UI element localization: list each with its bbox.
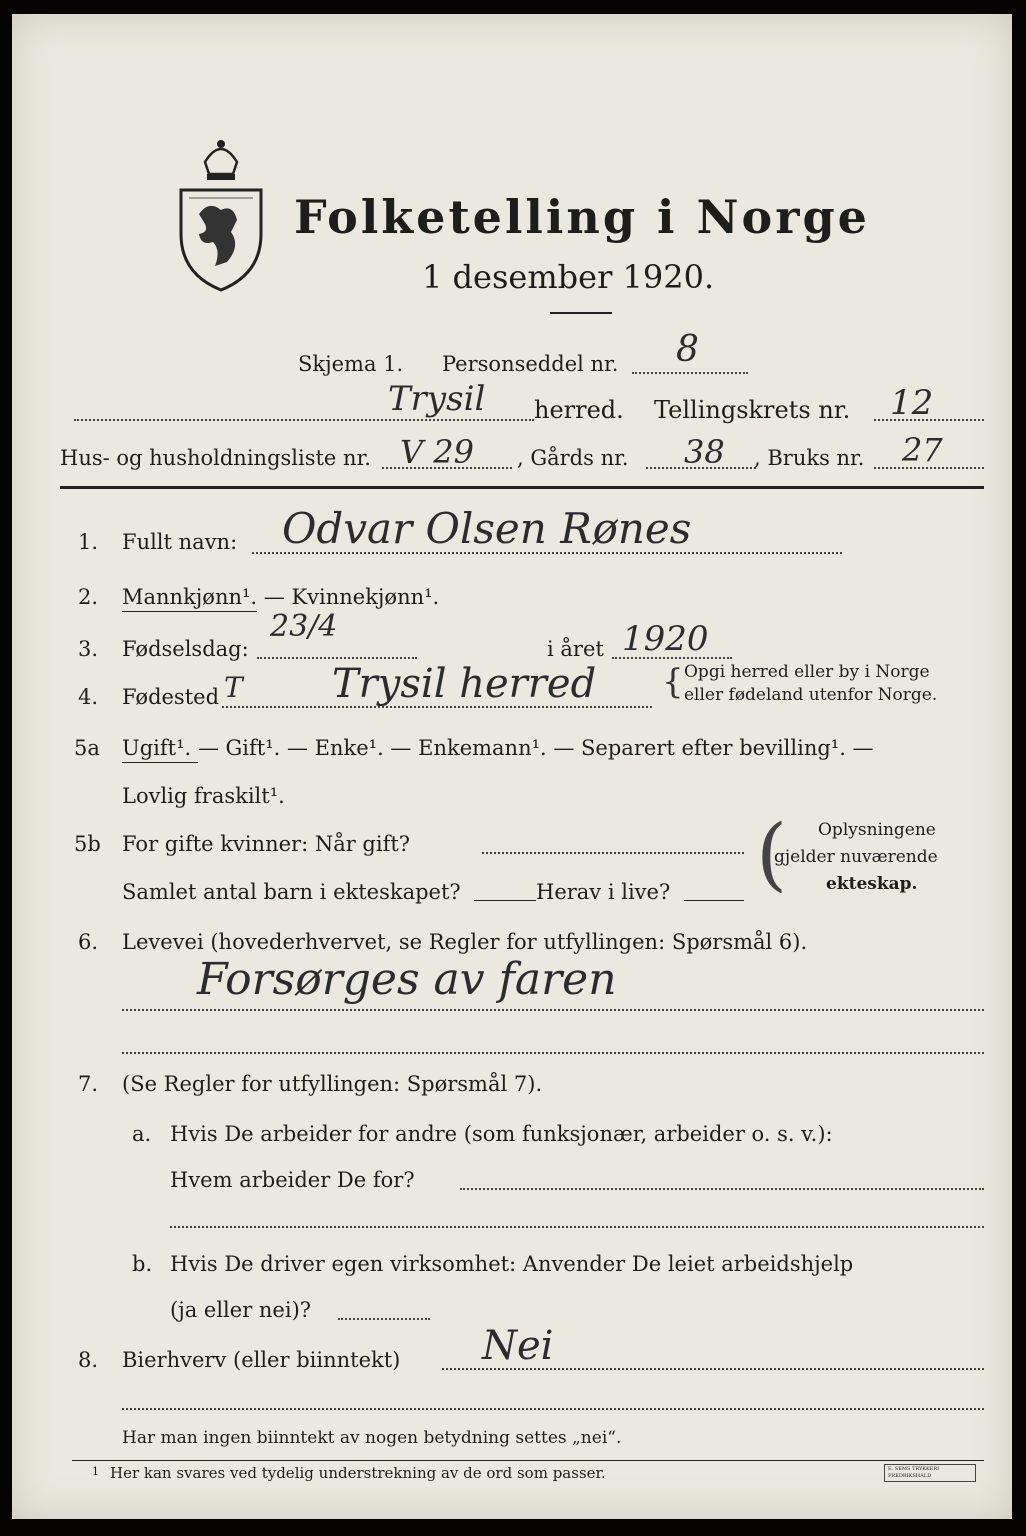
q3-line <box>257 657 417 659</box>
q7a-number: a. <box>132 1122 152 1146</box>
printer-mark <box>884 1464 976 1482</box>
census-form <box>12 14 1012 1519</box>
q7b-line: Hvis De driver egen virksomhet: Anvender De leiet arbeidshjelp <box>170 1252 854 1276</box>
q5a-underline <box>122 762 198 763</box>
q2-underline <box>122 611 257 612</box>
q7b-question: (ja eller nei)? <box>170 1298 312 1322</box>
employer-line[interactable] <box>460 1188 984 1190</box>
side-income-value[interactable]: Nei <box>482 1323 554 1369</box>
q5a-line-2: Lovlig fraskilt¹. <box>122 784 285 808</box>
footnote-text: Her kan svares ved tydelig understrekning av de ord som passer. <box>110 1464 606 1482</box>
q7a-question: Hvem arbeider De for? <box>170 1168 415 1192</box>
employer-line-2 <box>170 1226 984 1228</box>
q2-number: 2. <box>78 585 99 609</box>
q2-label: Mannkjønn¹. — Kvinnekjønn¹. <box>122 585 440 609</box>
q5b-bracket: ( <box>756 807 788 900</box>
q3-label: Fødselsdag: <box>122 637 249 661</box>
personseddel-value[interactable]: 8 <box>676 329 699 370</box>
year-label: i året <box>547 637 604 661</box>
q5b-note-3: ekteskap. <box>826 874 918 894</box>
q5b-line-2b: Herav i live? <box>536 880 671 904</box>
gards-value[interactable]: 38 <box>684 433 725 471</box>
q7-label: (Se Regler for utfyllingen: Spørsmål 7). <box>122 1072 543 1096</box>
herred-label: herred. <box>534 396 624 424</box>
bruks-label: , Bruks nr. <box>754 446 865 470</box>
birth-year-value[interactable]: 1920 <box>622 619 709 659</box>
q6-number: 6. <box>78 930 99 954</box>
q1-number: 1. <box>78 530 99 554</box>
personseddel-line <box>632 372 748 374</box>
q5b-note-2: gjelder nuværende <box>774 847 938 867</box>
q7a-line: Hvis De arbeider for andre (som funksjonær, arbeider o. s. v.): <box>170 1122 833 1146</box>
form-title: Folketelling i Norge <box>294 190 870 244</box>
q8-line-2 <box>122 1408 984 1410</box>
q5b-line-1: For gifte kvinner: Når gift? <box>122 832 411 856</box>
q7-number: 7. <box>78 1072 99 1096</box>
hus-label: Hus- og husholdningsliste nr. <box>60 446 371 470</box>
footnote-mark: 1 <box>92 1465 99 1478</box>
q4-number: 4. <box>78 685 99 709</box>
tellingskrets-label: Tellingskrets nr. <box>654 396 851 424</box>
q7b-number: b. <box>132 1252 153 1276</box>
occupation-value[interactable]: Forsørges av faren <box>197 954 617 1005</box>
footer-rule <box>72 1460 984 1461</box>
q5b-line-2a: Samlet antal barn i ekteskapet? <box>122 880 461 904</box>
q6-line-1 <box>122 1009 984 1011</box>
married-date-line <box>482 852 744 854</box>
birthplace-prefix: T <box>224 671 243 704</box>
q4-note-2: eller fødeland utenfor Norge. <box>684 685 938 705</box>
hired-help-line[interactable] <box>338 1318 430 1320</box>
skjema-label: Skjema 1. <box>298 352 404 376</box>
children-count-line <box>474 900 536 901</box>
q5b-number: 5b <box>74 832 101 856</box>
q4-note-1: Opgi herred eller by i Norge <box>684 662 930 682</box>
q1-label: Fullt navn: <box>122 530 238 554</box>
q5a-line-1: Ugift¹. — Gift¹. — Enke¹. — Enkemann¹. — Separert efter bevilling¹. — <box>122 736 874 760</box>
printer-text: E. SEMS TRYKKERI FREDRIKSHALD <box>888 1466 940 1479</box>
herred-value[interactable]: Trysil <box>388 379 486 419</box>
coat-of-arms-emblem <box>175 134 267 294</box>
q5b-note-1: Oplysningene <box>818 820 936 840</box>
children-alive-line <box>684 900 744 901</box>
gards-label: , Gårds nr. <box>517 446 629 470</box>
q5a-number: 5a <box>74 736 100 760</box>
hus-value[interactable]: V 29 <box>400 433 474 471</box>
bruks-value[interactable]: 27 <box>902 431 943 469</box>
q4-label: Fødested <box>122 685 220 709</box>
q8-number: 8. <box>78 1348 99 1372</box>
birthplace-value[interactable]: Trysil herred <box>332 661 597 707</box>
header-rule <box>60 486 984 489</box>
footer-note: Har man ingen biinntekt av nogen betydning settes „nei“. <box>122 1428 622 1448</box>
tellingskrets-value[interactable]: 12 <box>890 383 934 423</box>
q6-label: Levevei (hovederhvervet, se Regler for utfyllingen: Spørsmål 6). <box>122 930 808 954</box>
personseddel-label: Personseddel nr. <box>442 352 619 376</box>
birthday-value[interactable]: 23/4 <box>270 609 338 644</box>
q8-label: Bierhverv (eller biinntekt) <box>122 1348 401 1372</box>
q3-number: 3. <box>78 637 99 661</box>
q4-brace: { <box>662 662 684 702</box>
census-date: 1 desember 1920. <box>422 258 715 296</box>
full-name-value[interactable]: Odvar Olsen Rønes <box>282 504 692 553</box>
title-divider <box>550 312 612 314</box>
q6-line-2 <box>122 1052 984 1054</box>
herred-line <box>74 419 534 421</box>
